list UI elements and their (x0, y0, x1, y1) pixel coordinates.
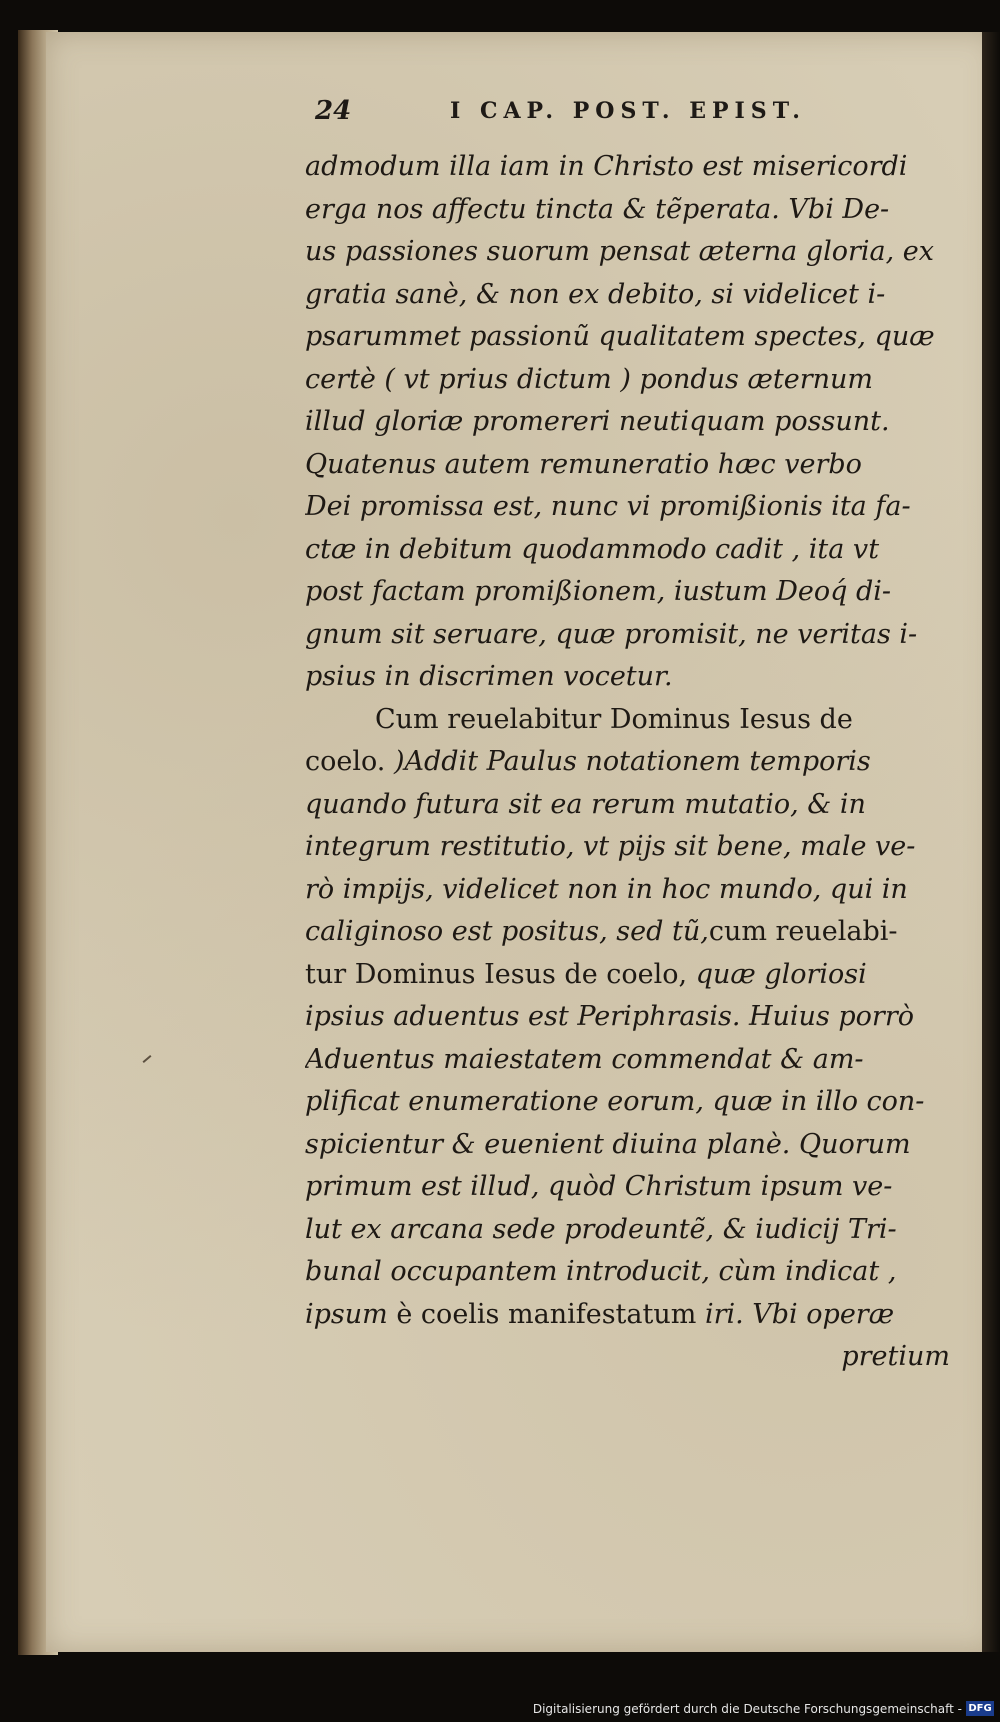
lemma-line: Cum reuelabitur Dominus Iesus de (375, 703, 853, 735)
text-line: psarummet passionũ qualitatem spectes, quæ (305, 321, 935, 352)
page-number: 24 (315, 96, 352, 126)
text-line: post factam promißionem, iustum Deoq́ di- (305, 576, 892, 607)
text-line: lut ex arcana sede prodeuntẽ, & iudicij Tri- (305, 1213, 897, 1245)
text-line (305, 741, 950, 784)
text-line: rò impijs, videlicet non in hoc mundo, qui in (305, 873, 908, 905)
text-italic: iri. Vbi operæ (704, 1298, 895, 1330)
text-italic: ipsum (305, 1298, 388, 1330)
text-line: psius in discrimen vocetur. (305, 661, 673, 692)
funding-notice: Digitalisierung gefördert durch die Deutsche Forschungsgemeinschaft - (532, 1702, 962, 1716)
dfg-logo: DFG (966, 1701, 994, 1716)
text-line (305, 911, 950, 954)
text-line: spicientur & euenient diuina planè. Quorum (305, 1128, 911, 1160)
catchword: pretium (841, 1341, 950, 1372)
text-line: primum est illud, quòd Christum ipsum ve- (305, 1171, 893, 1202)
text-line: gratia sanè, & non ex debito, si videlicet i- (305, 278, 886, 310)
text-line: ctæ in debitum quodammodo cadit , ita vt (305, 533, 880, 565)
text-italic: quæ gloriosi (695, 958, 867, 990)
text-roman: è coelis manifestatum (396, 1298, 697, 1330)
text-roman: tur Dominus Iesus de coelo, (305, 958, 688, 990)
text-line: Quatenus autem remuneratio hæc verbo (305, 448, 862, 480)
text-line: certè ( vt prius dictum ) pondus æternum (305, 363, 873, 395)
text-line (305, 954, 950, 997)
text-line (305, 1294, 950, 1337)
text-roman: coelo. (305, 746, 386, 777)
text-line: plificat enumeratione eorum, quæ in illo con- (305, 1086, 925, 1117)
text-line: ipsius aduentus est Periphrasis. Huius porrò (305, 1001, 914, 1032)
text-line: admodum illa iam in Christo est misericordi (305, 151, 908, 182)
footer-bar (0, 1698, 1000, 1722)
page-header (315, 96, 915, 126)
text-line: bunal occupantem introducit, cùm indicat , (305, 1256, 897, 1287)
text-line: gnum sit seruare, quæ promisit, ne veritas i- (305, 618, 918, 650)
text-italic: caliginoso est positus, sed tũ, (305, 916, 709, 947)
running-head: I CAP. POST. EPIST. (450, 98, 806, 124)
text-roman: cum reuelabi- (708, 916, 898, 947)
text-line: Dei promissa est, nunc vi promißionis ita fa- (305, 491, 911, 522)
text-line: integrum restitutio, vt pijs sit bene, male ve- (305, 831, 916, 862)
text-italic: )Addit Paulus notationem temporis (393, 746, 871, 777)
page-gutter-shadow (982, 32, 1000, 1652)
text-line: quando futura sit ea rerum mutatio, & in (305, 788, 866, 820)
text-block (305, 146, 950, 1379)
text-line: erga nos affectu tincta & tẽperata. Vbi De- (305, 193, 890, 225)
text-line: us passiones suorum pensat æterna gloria, ex (305, 236, 935, 267)
text-line: Aduentus maiestatem commendat & am- (305, 1043, 864, 1075)
text-line: illud gloriæ promereri neutiquam possunt. (305, 406, 890, 437)
